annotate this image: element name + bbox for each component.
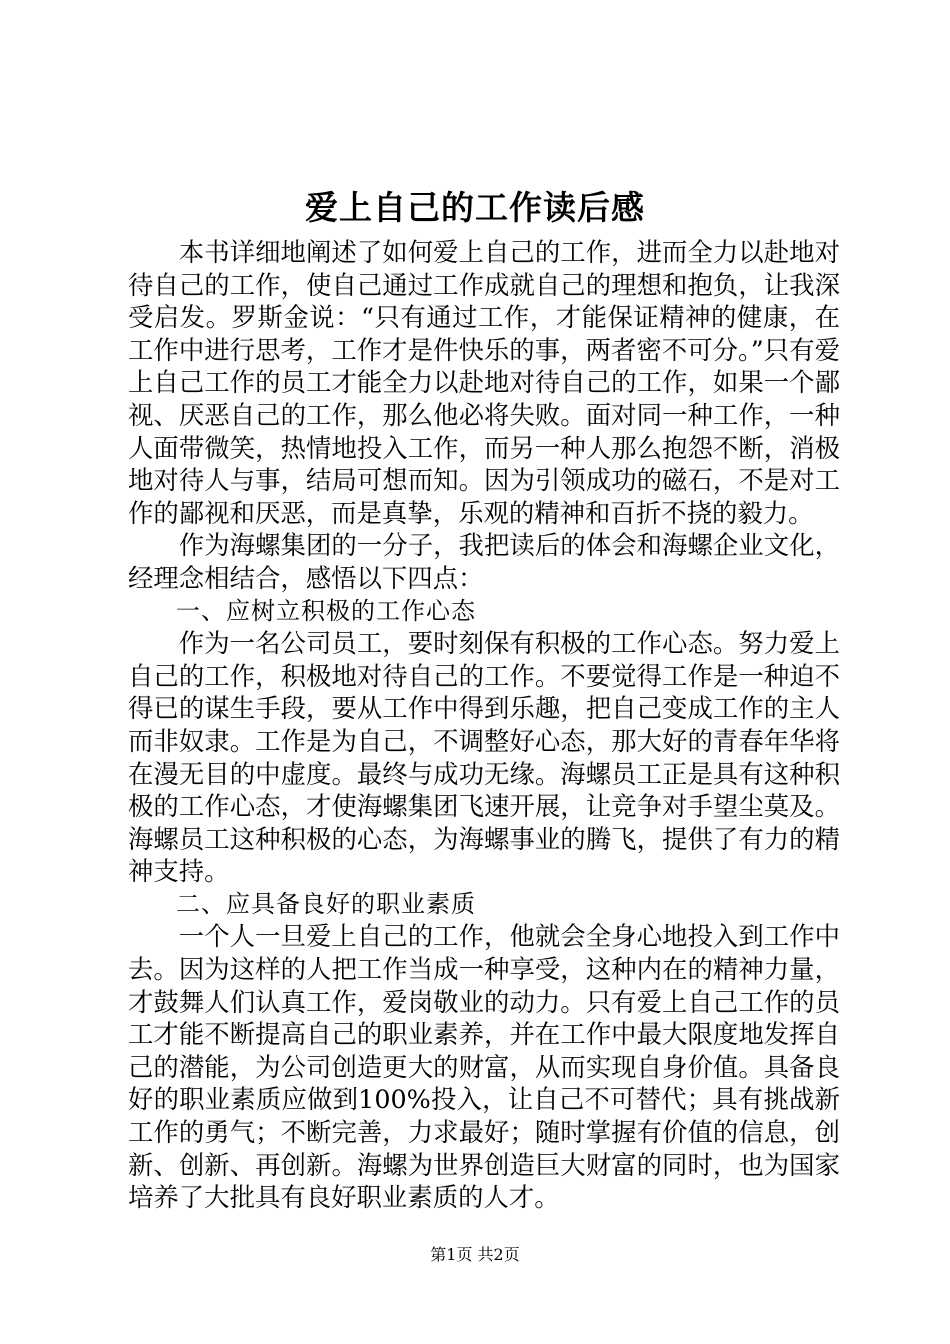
section-heading-2: 二、应具备良好的职业素质 (176, 889, 476, 918)
document-title: 爱上自己的工作读后感 (305, 188, 645, 227)
paragraph-section-2: 一个人一旦爱上自己的工作，他就会全身心地投入到工作中去。因为这样的人把工作当成一种享受，这种内在的精神力量，才鼓舞人们认真工作，爱岗敬业的动力。只有爱上自己工作的员工才能不断提高自己的职业素养，并在工作中最大限度地发挥自己的潜能，为公司创造更大的财富，从而实现自身价值。具备良好的职业素质应做到100%投入，让自己不可替代；具有挑战新工作的勇气；不断完善，力求最好；随时掌握有价值的信息，创新、创新、再创新。海螺为世界创造巨大财富的同时，也为国家培养了大批具有良好职业素质的人才。 (128, 921, 840, 1213)
paragraph-section-1: 作为一名公司员工，要时刻保有积极的工作心态。努力爱上自己的工作，积极地对待自己的工作。不要觉得工作是一种迫不得已的谋生手段，要从工作中得到乐趣，把自己变成工作的主人而非奴隶。工作是为自己，不调整好心态，那大好的青春年华将在漫无目的中虚度。最终与成功无缘。海螺员工正是具有这种积极的工作心态，才使海螺集团飞速开展，让竞争对手望尘莫及。海螺员工这种积极的心态，为海螺事业的腾飞，提供了有力的精神支持。 (128, 628, 840, 887)
paragraph-context: 作为海螺集团的一分子，我把读后的体会和海螺企业文化，经理念相结合，感悟以下四点： (128, 530, 840, 593)
document-body (128, 236, 840, 1214)
paragraph-intro: 本书详细地阐述了如何爱上自己的工作，进而全力以赴地对待自己的工作，使自己通过工作成就自己的理想和抱负，让我深受启发。罗斯金说：“只有通过工作，才能保证精神的健康，在工作中进行思考，工作才是件快乐的事，两者密不可分。”只有爱上自己工作的员工才能全力以赴地对待自己的工作，如果一个鄙视、厌恶自己的工作，那么他必将失败。面对同一种工作，一种人面带微笑，热情地投入工作，而另一种人那么抱怨不断，消极地对待人与事，结局可想而知。因为引领成功的磁石，不是对工作的鄙视和厌恶，而是真挚，乐观的精神和百折不挠的毅力。 (128, 237, 840, 528)
page-footer: 第1页 共2页 (430, 1245, 520, 1264)
section-heading-1: 一、应树立积极的工作心态 (176, 596, 476, 625)
